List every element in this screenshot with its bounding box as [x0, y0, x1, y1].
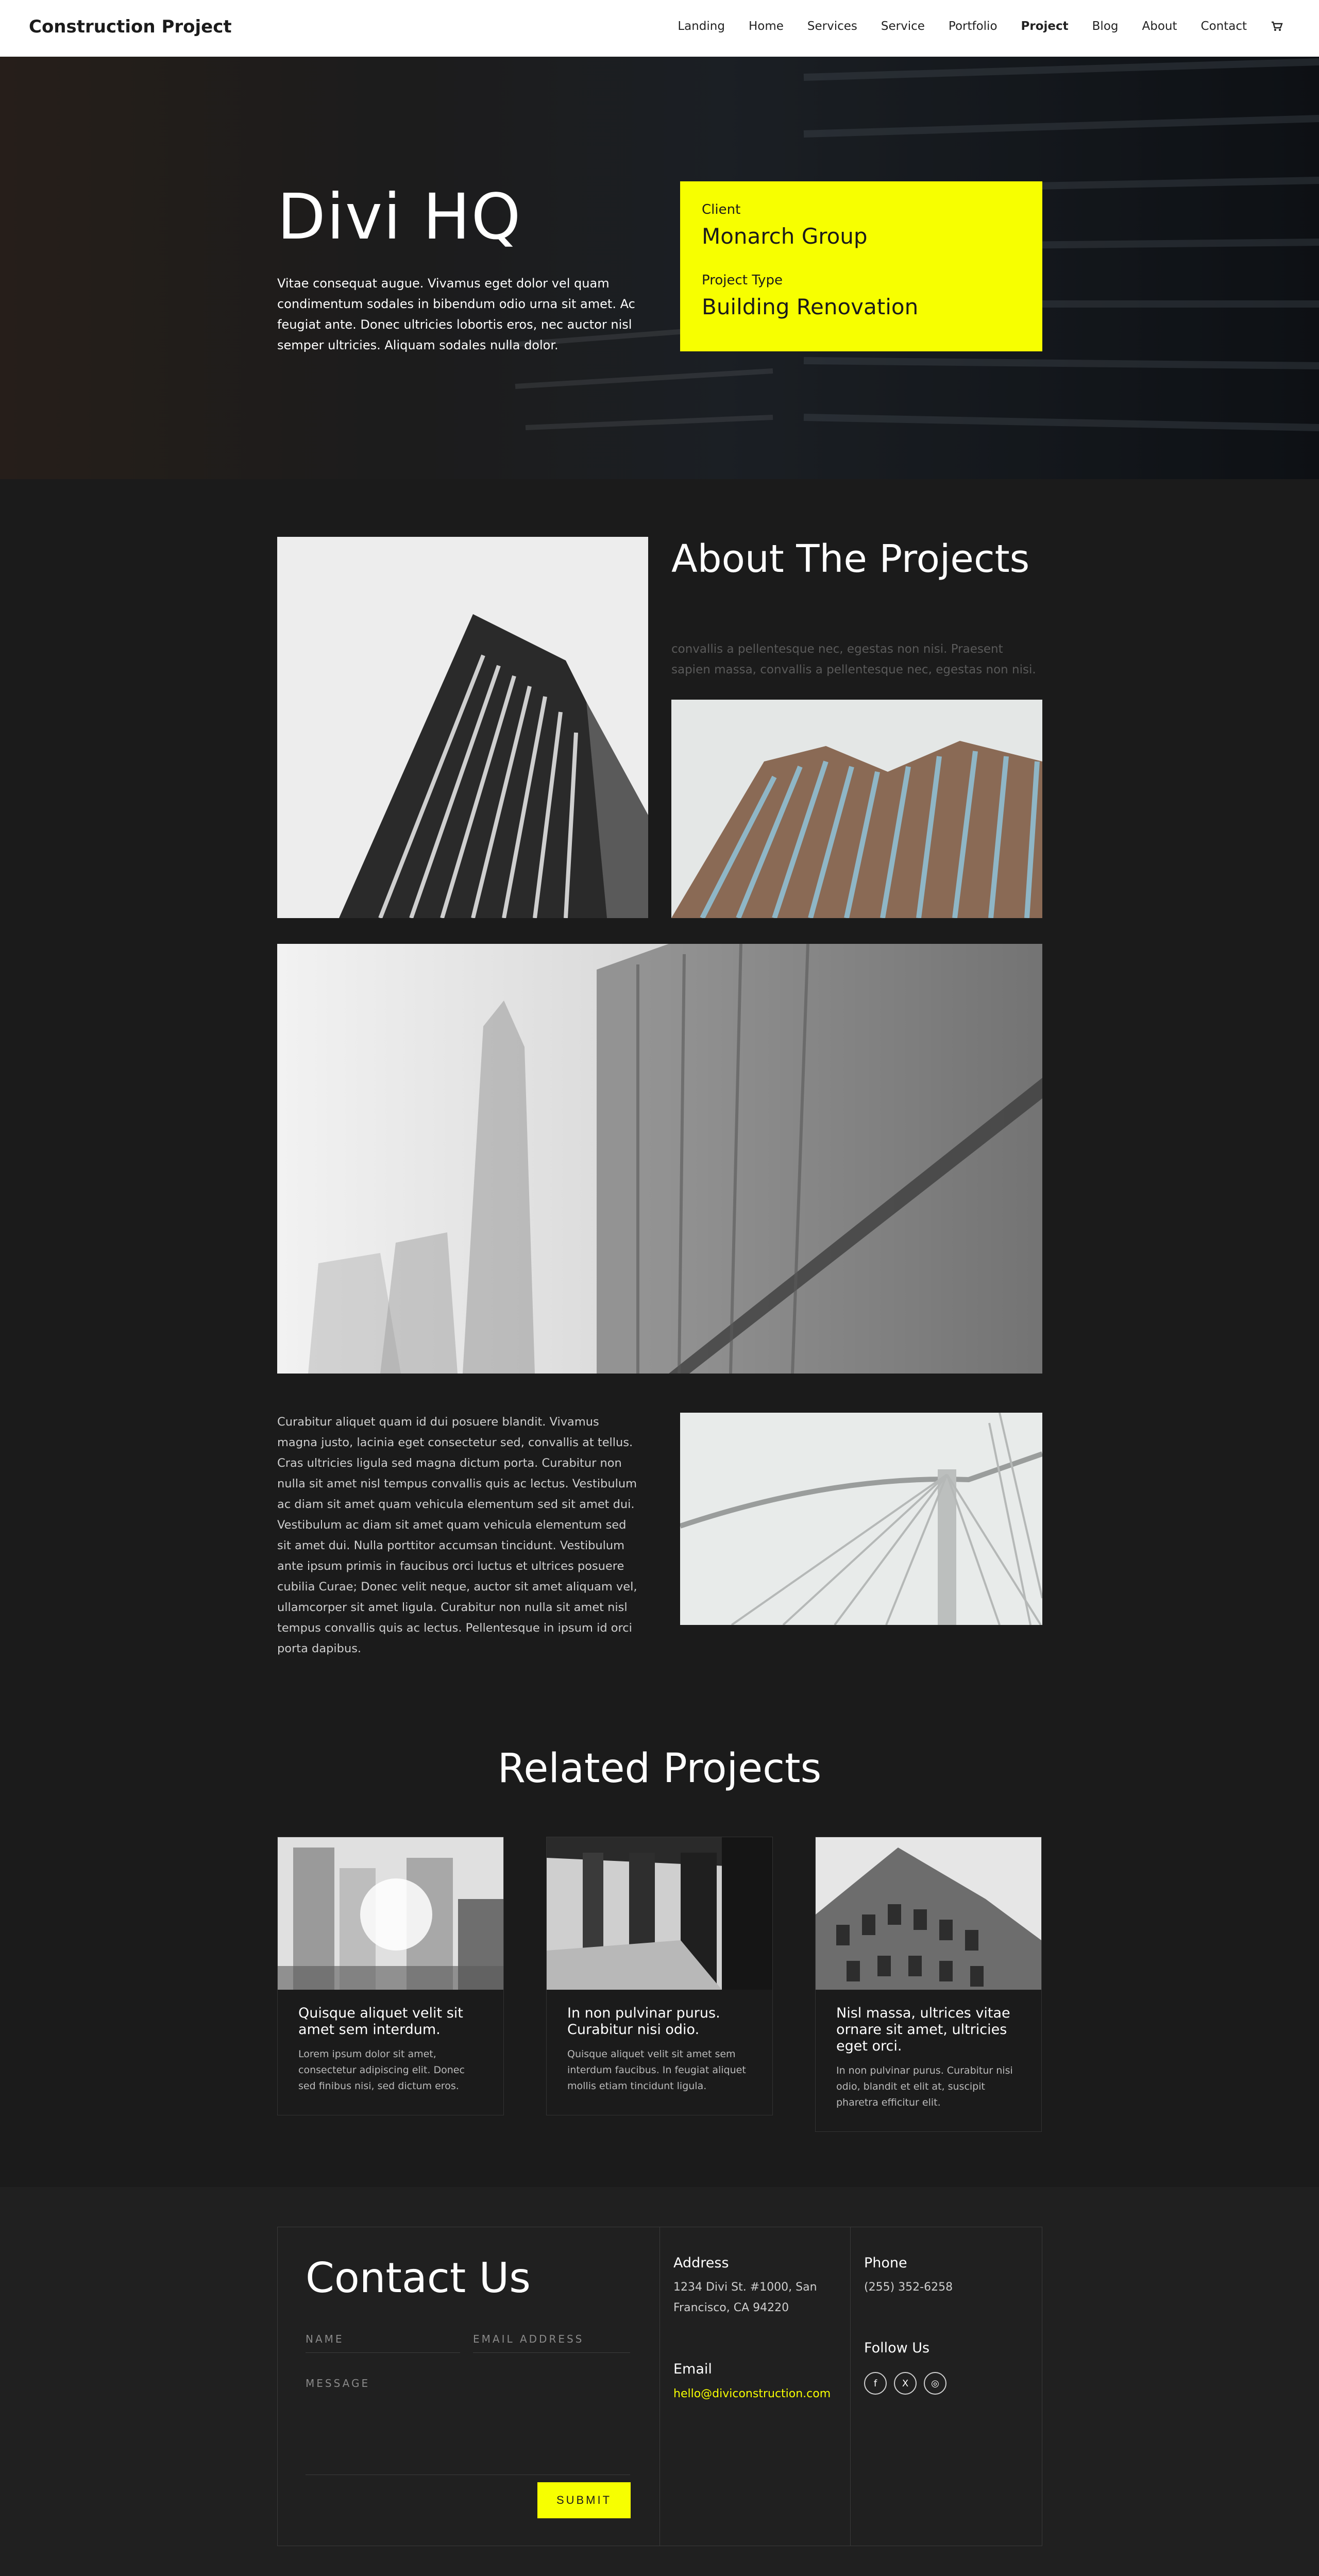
- about-title: About The Projects: [671, 537, 1030, 581]
- nav-about[interactable]: About: [1142, 20, 1177, 33]
- related-card-3[interactable]: [815, 1837, 1042, 2132]
- nav-services[interactable]: Services: [807, 20, 857, 33]
- nav-project[interactable]: Project: [1021, 20, 1069, 33]
- hero-title: Divi HQ: [277, 180, 522, 253]
- building-image-2: [671, 700, 1042, 918]
- address-heading: Address: [673, 2255, 729, 2271]
- related-card-2-image[interactable]: [547, 1837, 772, 1990]
- address-line-2: Francisco, CA 94220: [673, 2301, 789, 2314]
- main-nav: [678, 20, 1283, 33]
- follow-heading: Follow Us: [864, 2340, 930, 2356]
- site-logo[interactable]: Construction Project: [29, 16, 232, 37]
- submit-button[interactable]: SUBMIT: [537, 2482, 631, 2518]
- nav-landing[interactable]: Landing: [678, 20, 725, 33]
- phone-number[interactable]: (255) 352-6258: [864, 2281, 953, 2294]
- project-type-value: Building Renovation: [702, 294, 919, 319]
- name-input[interactable]: NAME: [306, 2333, 460, 2353]
- nav-home[interactable]: Home: [748, 20, 784, 33]
- email-link[interactable]: hello@diviconstruction.com: [673, 2387, 831, 2400]
- contact-title: Contact Us: [306, 2254, 531, 2302]
- nav-portfolio[interactable]: Portfolio: [948, 20, 997, 33]
- contact-divider: [850, 2227, 851, 2546]
- address-line-1: 1234 Divi St. #1000, San: [673, 2281, 817, 2294]
- related-card-2-text: Quisque aliquet velit sit amet sem interdum faucibus. In feugiat aliquet mollis etiam tincidunt ligula.: [567, 2048, 746, 2092]
- hero-background-image: [0, 57, 1319, 479]
- related-card-1-title[interactable]: Quisque aliquet velit sit amet sem interdum.: [298, 2005, 463, 2038]
- related-card-1[interactable]: [277, 1837, 504, 2115]
- bridge-image: [680, 1413, 1042, 1625]
- project-body-text: Curabitur aliquet quam id dui posuere blandit. Vivamus magna justo, lacinia eget consectetur sed, convallis at tellus. Cras ultricies ligula sed magna dictum porta. Curabitur non nulla sit amet nisl tempus convallis quis ac lectus. Vestibulum ac diam sit amet quam vehicula elementum sed sit amet dui. Vestibulum ac diam sit amet quam vehicula elementum sed sit amet dui. Nulla porttitor accumsan tincidunt. Vestibulum ante ipsum primis in faucibus orci luctus et ultrices posuere cubilia Curae; Donec velit neque, auctor sit amet aliquam vel, ullamcorper sit amet ligula. Curabitur non nulla sit amet nisl tempus convallis quis ac lectus. Pellentesque in ipsum id orci porta dapibus.: [277, 1415, 637, 1655]
- project-info-card: [680, 181, 1042, 351]
- hero-description: Vitae consequat augue. Vivamus eget dolor vel quam condimentum sodales in bibendum odio urna sit amet. Ac feugiat ante. Donec ultricies lobortis eros, nec auctor nisl semper ultricies. Aliquam sodales nulla dolor.: [277, 276, 635, 352]
- related-card-3-text: In non pulvinar purus. Curabitur nisi odio, blandit et elit at, suscipit pharetra efficitur elit.: [836, 2065, 1013, 2108]
- message-textarea[interactable]: MESSAGE: [306, 2377, 630, 2475]
- project-type-label: Project Type: [702, 273, 783, 288]
- related-card-3-image[interactable]: [816, 1837, 1041, 1990]
- cart-icon[interactable]: [1271, 20, 1283, 32]
- email-heading: Email: [673, 2361, 712, 2377]
- related-card-3-title[interactable]: Nisl massa, ultrices vitae ornare sit amet, ultricies eget orci.: [836, 2005, 1010, 2054]
- nav-service[interactable]: Service: [881, 20, 925, 33]
- related-card-2-title[interactable]: In non pulvinar purus. Curabitur nisi odio.: [567, 2005, 720, 2038]
- related-card-1-image[interactable]: [278, 1837, 503, 1990]
- site-header: [0, 0, 1319, 57]
- phone-heading: Phone: [864, 2255, 907, 2271]
- email-input[interactable]: EMAIL ADDRESS: [473, 2333, 630, 2353]
- building-image-1: [277, 537, 648, 918]
- facebook-social-icon[interactable]: f: [864, 2372, 887, 2395]
- building-image-3: [277, 944, 1042, 1374]
- nav-blog[interactable]: Blog: [1092, 20, 1119, 33]
- client-value: Monarch Group: [702, 224, 868, 249]
- nav-contact[interactable]: Contact: [1200, 20, 1247, 33]
- about-subtitle: convallis a pellentesque nec, egestas non nisi. Praesent sapien massa, convallis a pellentesque nec, egestas non nisi.: [671, 642, 1036, 676]
- related-projects-title: Related Projects: [497, 1745, 822, 1792]
- client-label: Client: [702, 202, 741, 217]
- related-card-1-text: Lorem ipsum dolor sit amet, consectetur adipiscing elit. Donec sed finibus nisi, sed dictum eros.: [298, 2048, 465, 2092]
- x-social-icon[interactable]: X: [894, 2372, 917, 2395]
- instagram-social-icon[interactable]: ◎: [924, 2372, 946, 2395]
- hero-section: [0, 57, 1319, 479]
- related-card-2[interactable]: [546, 1837, 773, 2115]
